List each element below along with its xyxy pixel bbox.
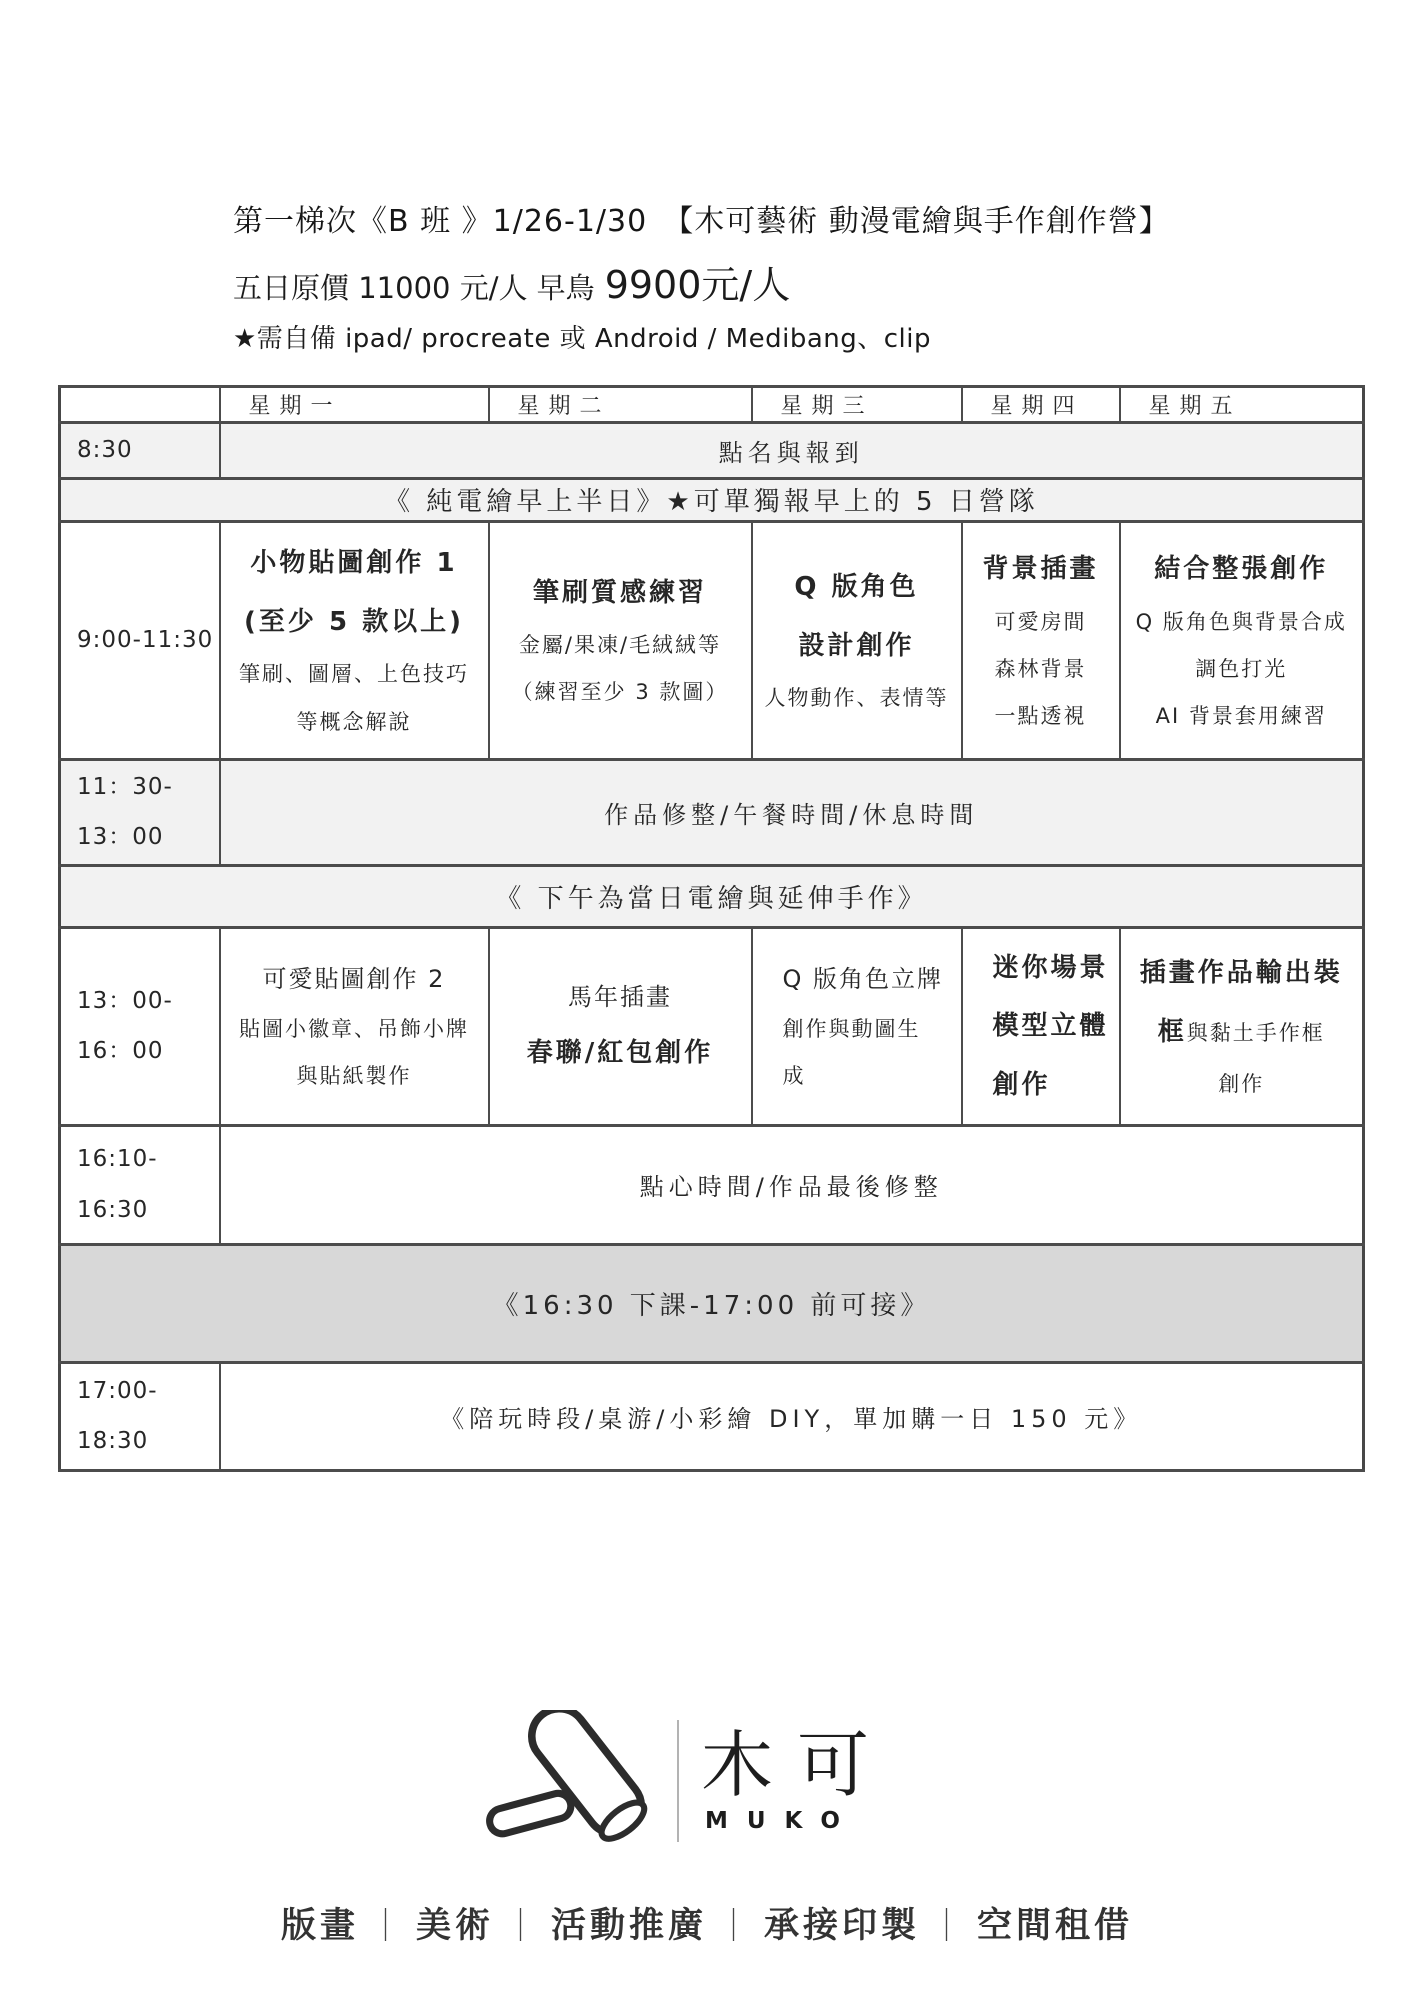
schedule-row-pickup (60, 1244, 1364, 1362)
time-cell-lunch (60, 759, 220, 865)
price-earlybird: 9900元/人 (604, 262, 791, 307)
cell-text: 調色打光 (1195, 656, 1288, 681)
cell-text: 成 (782, 1064, 806, 1089)
time-cell-pm (60, 927, 220, 1125)
cell-text: 森林背景 (994, 656, 1087, 681)
cell-line (967, 540, 1115, 599)
cell-text: 馬年插畫 (568, 983, 672, 1012)
cell-line (1125, 646, 1359, 693)
cell-line (783, 1053, 957, 1100)
schedule-table (58, 385, 1365, 1472)
time-cell-evening (60, 1362, 220, 1470)
cell-text: 與黏土手作框 (1186, 1020, 1325, 1045)
cell-text-bold: 插畫作品輸出裝 (1139, 958, 1343, 989)
price-original: 五日原價 11000 元/人 早鳥 (233, 270, 595, 305)
corner-cell (60, 387, 220, 423)
cell-line (225, 593, 484, 652)
footer-services (0, 1898, 1414, 1948)
footer-service: 版畫 (280, 1905, 359, 1946)
cell-text: 與貼紙製作 (296, 1064, 412, 1089)
span-cell-checkin: 點名與報到 (220, 423, 1364, 479)
logo-text (700, 1723, 893, 1834)
cell-text-bold: 創作 (992, 1069, 1051, 1100)
weekday-friday: 星期五 (1120, 387, 1364, 423)
price-line (233, 263, 1414, 309)
footer-separator: ｜ (717, 1905, 754, 1945)
cell-text: 可愛房間 (994, 609, 1087, 634)
banner-cell-am-note: 《 純電繪早上半日》★可單獨報早上的 5 日營隊 (60, 478, 1364, 521)
cell-line (1125, 540, 1359, 599)
page-title: 第一梯次《B 班 》1/26-1/30 【木可藝術 動漫電繪與手作創作營】 (233, 204, 1170, 239)
footer-service: 空間租借 (977, 1905, 1134, 1946)
footer-separator: ｜ (503, 1905, 541, 1945)
cell-text-bold: 框 (1157, 1016, 1187, 1047)
time-cell-checkin (60, 423, 220, 479)
cell-text-bold: 設計創作 (798, 630, 915, 661)
cell-line (494, 669, 747, 716)
cell-text: Q 版角色立牌 (782, 965, 944, 994)
footer-service: 活動推廣 (550, 1905, 707, 1946)
cell-line (225, 534, 484, 593)
class-cell-pm-day5 (1120, 927, 1364, 1125)
schedule-row-lunch (60, 759, 1364, 865)
class-cell-am-day3 (752, 521, 962, 759)
cell-text: 筆刷、圖層、上色技巧 (239, 662, 469, 687)
cell-line (757, 617, 957, 676)
footer-service: 美術 (415, 1905, 494, 1946)
cell-line (494, 1024, 747, 1083)
banner-cell-pm-note: 《 下午為當日電繪與延伸手作》 (60, 865, 1364, 927)
cell-text-bold: 春聯/紅包創作 (526, 1038, 714, 1069)
cell-line (494, 564, 747, 623)
cell-line (967, 693, 1115, 740)
cell-line (225, 952, 484, 1006)
time-cell-snack (60, 1125, 220, 1244)
time-label: 17:00- (77, 1377, 158, 1404)
class-cell-pm-day2 (489, 927, 752, 1125)
class-cell-am-day2 (489, 521, 752, 759)
time-label: 16:30 (77, 1196, 149, 1223)
cell-line (1125, 944, 1359, 1003)
class-cell-pm-day3 (752, 927, 962, 1125)
weekday-tuesday: 星期二 (489, 387, 752, 423)
logo-divider (677, 1720, 679, 1842)
cell-line (967, 599, 1115, 646)
schedule-row-snack (60, 1125, 1364, 1244)
banner-cell-pickup: 《16:30 下課-17:00 前可接》 (60, 1244, 1364, 1362)
time-label: 16：00 (77, 1038, 164, 1065)
time-label: 16:10- (77, 1146, 158, 1173)
schedule-row-pm-note (60, 865, 1364, 927)
paint-roller-icon (485, 1710, 655, 1852)
cell-text: 等概念解說 (296, 709, 412, 734)
doc-header (0, 203, 1414, 355)
footer-service: 承接印製 (764, 1905, 921, 1946)
cell-text-bold: 筆刷質感練習 (532, 577, 707, 608)
time-label: 13：00 (77, 824, 164, 851)
cell-line (783, 1006, 957, 1053)
cell-line (783, 952, 957, 1006)
equipment-note: ★需自備 ipad/ procreate 或 Android / Medibang、clip (233, 324, 931, 355)
cell-line (494, 970, 747, 1024)
cell-text: 創作與動圖生 (782, 1017, 921, 1042)
weekday-thursday: 星期四 (962, 387, 1120, 423)
logo-name-zh: 木可 (700, 1723, 893, 1808)
cell-text-bold: 結合整張創作 (1154, 554, 1329, 585)
footer-separator: ｜ (930, 1905, 968, 1945)
cell-text: 一點透視 (994, 704, 1087, 729)
cell-text: 金屬/果凍/毛絨絨等 (518, 633, 722, 658)
cell-line (1125, 1003, 1359, 1062)
time-label: 8:30 (77, 437, 133, 464)
schedule-row-evening (60, 1362, 1364, 1470)
footer-separator: ｜ (368, 1905, 406, 1945)
cell-text-bold: (至少 5 款以上) (244, 606, 464, 637)
cell-text-bold: 迷你場景 (992, 952, 1109, 983)
class-cell-pm-day4 (962, 927, 1120, 1125)
cell-line (1125, 693, 1359, 740)
cell-line (993, 997, 1115, 1056)
cell-text: （練習至少 3 款圖） (511, 680, 729, 705)
span-cell-lunch: 作品修整/午餐時間/休息時間 (220, 759, 1364, 865)
cell-line (993, 939, 1115, 998)
time-label: 18:30 (77, 1428, 149, 1455)
cell-line (1125, 1061, 1359, 1108)
cell-line (993, 1056, 1115, 1115)
schedule-row-am (60, 521, 1364, 759)
cell-text-bold: Q 版角色 (794, 572, 919, 603)
span-cell-snack: 點心時間/作品最後修整 (220, 1125, 1364, 1244)
class-cell-am-day1 (220, 521, 489, 759)
schedule-row-pm (60, 927, 1364, 1125)
cell-line (757, 675, 957, 722)
logo-name-en: MUKO (704, 1807, 859, 1834)
cell-text-bold: 模型立體 (992, 1011, 1109, 1042)
time-label: 9:00-11:30 (77, 626, 214, 653)
cell-text: 貼圖小徽章、吊飾小牌 (239, 1017, 469, 1042)
weekday-header-row (60, 387, 1364, 423)
cell-text: 創作 (1218, 1072, 1265, 1097)
class-cell-am-day5 (1120, 521, 1364, 759)
cell-text-bold: 小物貼圖創作 1 (250, 548, 458, 579)
cell-text: 可愛貼圖創作 2 (262, 965, 446, 994)
cell-line (757, 558, 957, 617)
class-cell-am-day4 (962, 521, 1120, 759)
weekday-monday: 星期一 (220, 387, 489, 423)
cell-text: 人物動作、表情等 (764, 686, 949, 711)
cell-line (494, 622, 747, 669)
cell-line (225, 1053, 484, 1100)
cell-line (967, 646, 1115, 693)
schedule-row-am-note (60, 478, 1364, 521)
cell-text: AI 背景套用練習 (1155, 704, 1327, 729)
cell-line (225, 699, 484, 746)
weekday-wednesday: 星期三 (752, 387, 962, 423)
cell-line (1125, 599, 1359, 646)
time-label: 13：00- (77, 987, 173, 1014)
time-cell-am (60, 521, 220, 759)
span-cell-evening: 《陪玩時段/桌游/小彩繪 DIY，單加購一日 150 元》 (220, 1362, 1364, 1470)
cell-line (225, 651, 484, 698)
time-label: 11：30- (77, 773, 173, 800)
muko-logo (0, 1710, 1396, 1852)
class-cell-pm-day1 (220, 927, 489, 1125)
cell-text: Q 版角色與背景合成 (1135, 609, 1347, 634)
cell-text-bold: 背景插畫 (982, 554, 1099, 585)
schedule-row-checkin (60, 423, 1364, 479)
cell-line (225, 1006, 484, 1053)
